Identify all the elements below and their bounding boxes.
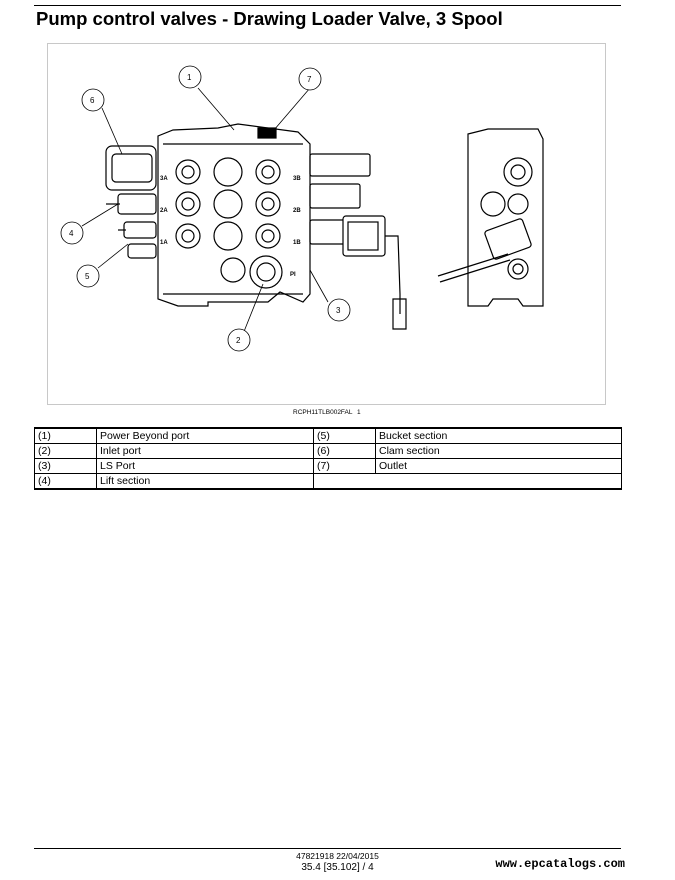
legend-num: (3) bbox=[35, 459, 97, 474]
callout-7 bbox=[299, 68, 321, 90]
legend-label: Power Beyond port bbox=[97, 428, 314, 444]
document-code: 47821918 22/04/2015 bbox=[296, 851, 379, 861]
port-label-2a: 2A bbox=[160, 208, 168, 214]
callout-2 bbox=[228, 329, 250, 351]
port-label-3a: 3A bbox=[160, 176, 168, 182]
legend-row bbox=[35, 428, 622, 444]
loader-valve-drawing bbox=[48, 44, 607, 406]
figure-number: 1 bbox=[357, 409, 361, 416]
legend-row bbox=[35, 459, 622, 474]
legend-label: Outlet bbox=[376, 459, 622, 474]
port-label-3b: 3B bbox=[293, 176, 301, 182]
legend-label: LS Port bbox=[97, 459, 314, 474]
legend-label: Lift section bbox=[97, 474, 314, 490]
port-label-1a: 1A bbox=[160, 240, 168, 246]
svg-text:1: 1 bbox=[187, 73, 192, 82]
legend-num: (1) bbox=[35, 428, 97, 444]
legend-num: (2) bbox=[35, 444, 97, 459]
figure-reference: RCPH11TLB002FAL bbox=[293, 409, 353, 416]
legend-num: (7) bbox=[314, 459, 376, 474]
legend-label: Clam section bbox=[376, 444, 622, 459]
bottom-rule bbox=[34, 848, 621, 849]
svg-text:4: 4 bbox=[69, 229, 74, 238]
callout-6 bbox=[82, 89, 104, 111]
legend-num: (5) bbox=[314, 428, 376, 444]
legend-num: (6) bbox=[314, 444, 376, 459]
legend-label: Bucket section bbox=[376, 428, 622, 444]
legend-row bbox=[35, 474, 622, 490]
page-title: Pump control valves - Drawing Loader Valve, 3 Spool bbox=[36, 8, 503, 29]
legend-table bbox=[34, 427, 622, 490]
svg-text:6: 6 bbox=[90, 96, 95, 105]
legend-label: Inlet port bbox=[97, 444, 314, 459]
port-label-2b: 2B bbox=[293, 208, 301, 214]
callout-5 bbox=[77, 265, 99, 287]
legend-empty-cell bbox=[314, 474, 622, 490]
page-reference: 35.4 [35.102] / 4 bbox=[301, 862, 374, 873]
top-rule bbox=[34, 5, 621, 6]
watermark-link[interactable]: www.epcatalogs.com bbox=[495, 857, 625, 871]
svg-text:7: 7 bbox=[307, 75, 312, 84]
svg-text:5: 5 bbox=[85, 272, 90, 281]
callout-4 bbox=[61, 222, 83, 244]
port-label-pi: PI bbox=[290, 272, 296, 278]
svg-text:3: 3 bbox=[336, 306, 341, 315]
figure-frame bbox=[47, 43, 606, 405]
callout-3 bbox=[328, 299, 350, 321]
port-label-1b: 1B bbox=[293, 240, 301, 246]
legend-num: (4) bbox=[35, 474, 97, 490]
svg-text:2: 2 bbox=[236, 336, 241, 345]
callout-1 bbox=[179, 66, 201, 88]
legend-row bbox=[35, 444, 622, 459]
